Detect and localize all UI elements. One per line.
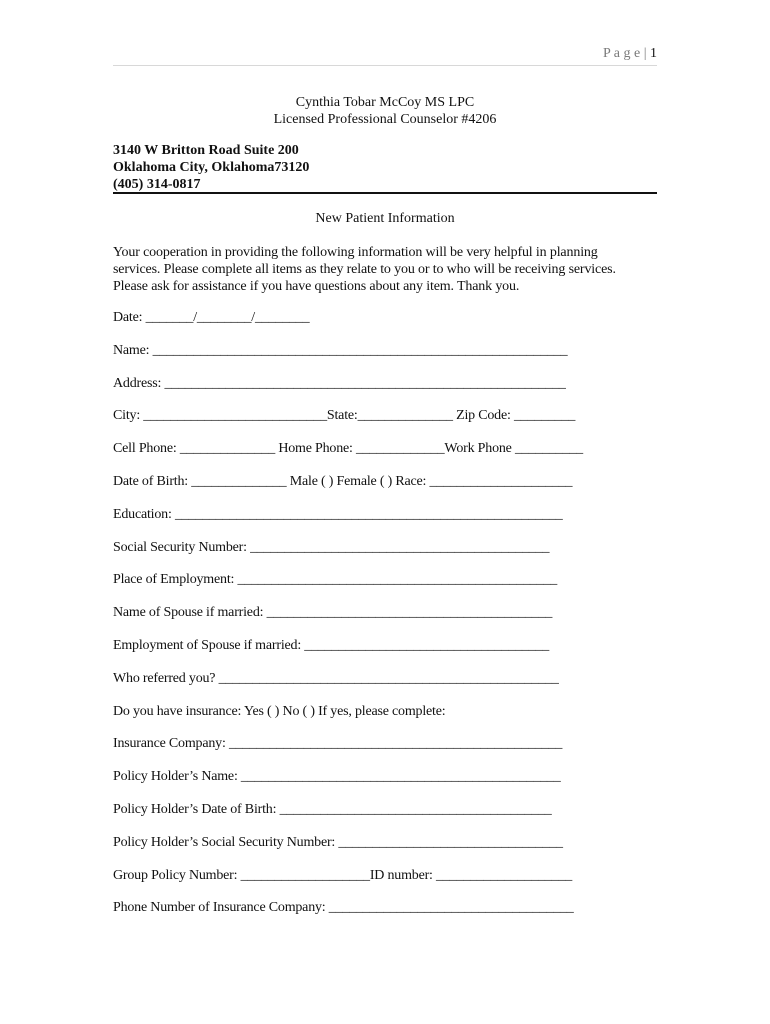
field-referred-by[interactable]: Who referred you? __________________________________________________ [113,670,559,686]
counselor-name: Cynthia Tobar McCoy MS LPC [295,95,475,110]
address-phone: (405) 314-0817 [113,177,201,192]
field-city-state-zip[interactable]: City: ___________________________State:______________ Zip Code: _________ [113,408,576,424]
field-phones[interactable]: Cell Phone: ______________ Home Phone: _____________Work Phone __________ [113,441,583,457]
intro-line: Your cooperation in providing the following information will be very helpful in planning [113,245,598,260]
document-page [113,0,657,1024]
intro-paragraph [113,244,657,295]
field-employment[interactable]: Place of Employment: _______________________________________________ [113,572,558,588]
field-ssn[interactable]: Social Security Number: ____________________________________________ [113,539,550,555]
field-insurance-company[interactable]: Insurance Company: _________________________________________________ [113,736,563,752]
field-group-policy-id[interactable]: Group Policy Number: ___________________ID number: ____________________ [113,867,573,883]
page-number-header [603,46,657,62]
office-address [113,142,309,193]
form-title: New Patient Information [315,211,455,226]
field-policy-holder-dob[interactable]: Policy Holder’s Date of Birth: ________________________________________ [113,801,552,817]
page-number: 1 [650,46,657,61]
field-name[interactable]: Name: _____________________________________________________________ [113,342,568,358]
field-dob-sex-race[interactable]: Date of Birth: ______________ Male ( ) Female ( ) Race: _____________________ [113,473,573,489]
counselor-block [113,94,657,128]
counselor-title: Licensed Professional Counselor #4206 [273,112,497,127]
address-street: 3140 W Britton Road Suite 200 [113,143,299,158]
page-label: P a g e | [603,46,647,61]
form-fields [113,309,657,932]
field-address[interactable]: Address: ___________________________________________________________ [113,375,566,391]
field-date[interactable]: Date: _______/________/________ [113,310,310,325]
header-divider [113,65,657,66]
address-city: Oklahoma City, Oklahoma73120 [113,160,310,175]
intro-line: services. Please complete all items as they relate to you or to who will be receiving services. [113,262,616,277]
field-education[interactable]: Education: _________________________________________________________ [113,506,563,522]
field-spouse-name[interactable]: Name of Spouse if married: __________________________________________ [113,605,553,621]
field-policy-holder-name[interactable]: Policy Holder’s Name: _______________________________________________ [113,769,561,785]
field-spouse-employment[interactable]: Employment of Spouse if married: ____________________________________ [113,637,550,653]
field-has-insurance[interactable]: Do you have insurance: Yes ( ) No ( ) If yes, please complete: [113,703,446,719]
field-policy-holder-ssn[interactable]: Policy Holder’s Social Security Number: _________________________________ [113,834,563,850]
address-divider [113,192,657,194]
intro-line: Please ask for assistance if you have questions about any item. Thank you. [113,279,520,294]
field-insurance-phone[interactable]: Phone Number of Insurance Company: ____________________________________ [113,900,574,916]
